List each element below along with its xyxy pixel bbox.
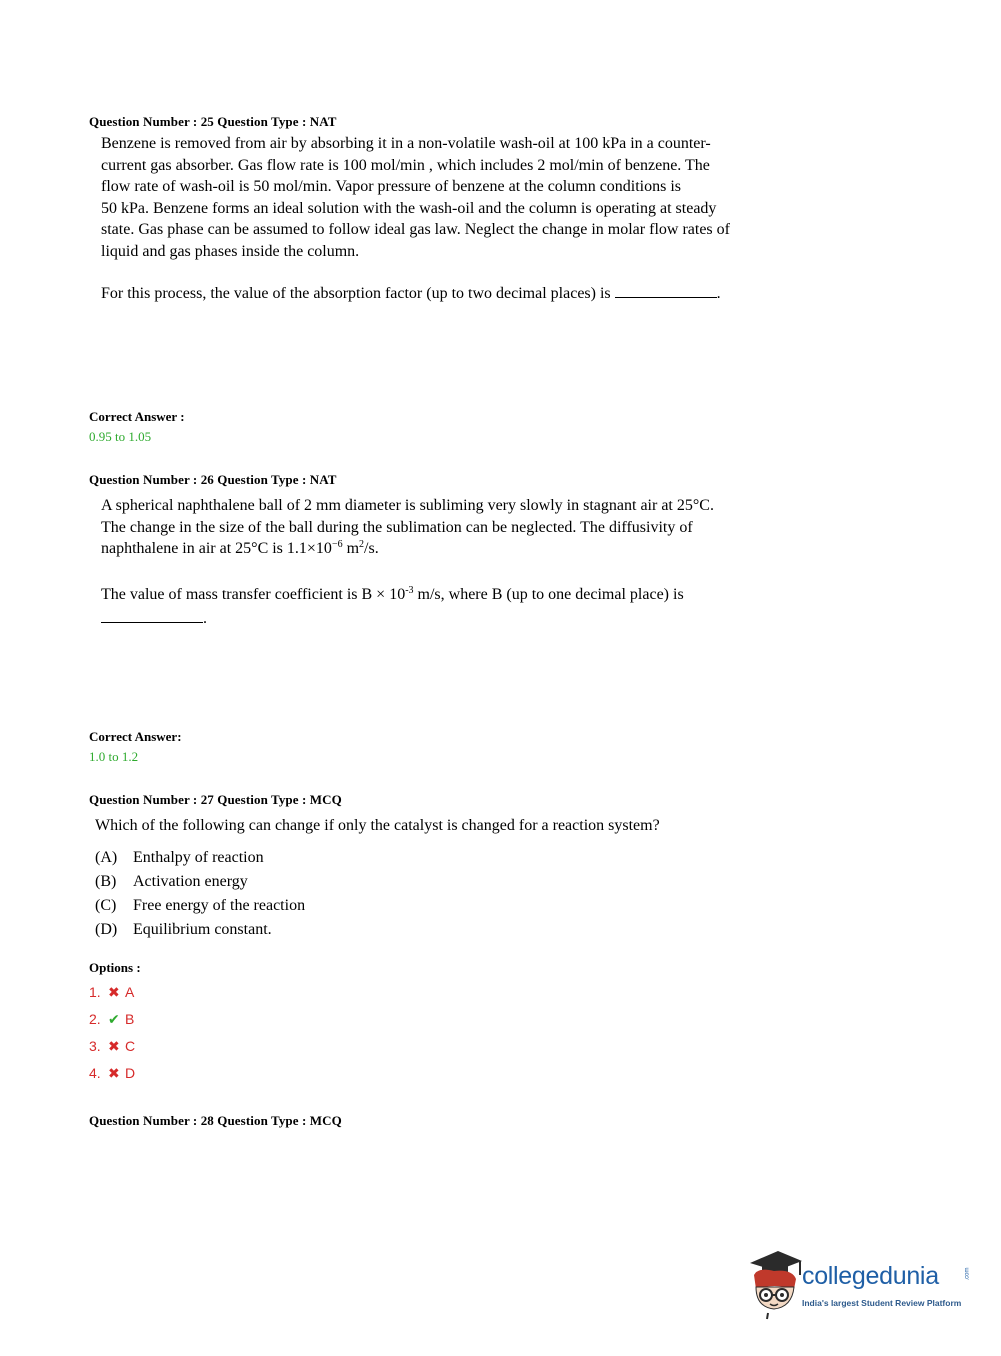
option-item: 2. ✔ B <box>89 1011 135 1027</box>
option-item: 4. ✖ D <box>89 1065 136 1081</box>
option-item: 3. ✖ C <box>89 1038 136 1054</box>
q25-line: flow rate of wash-oil is 50 mol/min. Vapor pressure of benzene at the column conditions is <box>101 178 682 195</box>
q27-options-label: Options : <box>89 960 141 975</box>
q27-choice: (B) Activation energy <box>95 873 248 890</box>
q26-line: naphthalene in air at 25°C is $1.1\times 10^{-6}$ $m^2/s$. <box>101 539 379 557</box>
q25-prompt: For this process, the value of the absorption factor (up to two decimal places) is . <box>101 285 721 302</box>
cross-icon: ✖ <box>108 1065 120 1081</box>
q28-header: Question Number : 28 Question Type : MCQ <box>89 1113 342 1128</box>
q25-header: Question Number : 25 Question Type : NAT <box>89 114 337 129</box>
q26-answer: 1.0 to 1.2 <box>89 749 139 764</box>
q26-header: Question Number : 26 Question Type : NAT <box>89 472 337 487</box>
q25-prompt-text: For this process, the value of the absorption factor (up to two decimal places) is <box>101 285 611 302</box>
q27-header: Question Number : 27 Question Type : MCQ <box>89 792 342 807</box>
q27-choice: (C) Free energy of the reaction <box>95 897 306 914</box>
q26-line: A spherical naphthalene ball of 2 mm diameter is subliming very slowly in stagnant air at 25°C. <box>101 497 714 514</box>
cross-icon: ✖ <box>108 984 120 1000</box>
logo-wordmark: collegedunia <box>802 1262 939 1290</box>
mascot-icon <box>744 1249 804 1321</box>
option-item: 1. ✖ A <box>89 984 135 1000</box>
logo-suffix: .com <box>964 1267 971 1281</box>
q25-line: 50 kPa. Benzene forms an ideal solution with the wash-oil and the column is operating at steady <box>101 199 717 217</box>
q25-answer: 0.95 to 1.05 <box>89 429 152 444</box>
q25-line: Benzene is removed from air by absorbing it in a non-volatile wash-oil at 100 kPa in a counter- <box>101 135 711 152</box>
cross-icon: ✖ <box>108 1038 120 1054</box>
logo-tagline: India's largest Student Review Platform <box>802 1298 962 1308</box>
q25-answer-label: Correct Answer : <box>89 409 185 424</box>
q27-choice: (D) Equilibrium constant. <box>95 921 272 938</box>
q25-question-text <box>101 133 841 262</box>
q25-line: current gas absorber. Gas flow rate is 100 mol/min , which includes 2 mol/min of benzene. The <box>101 156 710 174</box>
answer-blank <box>615 283 717 298</box>
answer-blank <box>101 608 203 623</box>
collegedunia-logo <box>744 1249 974 1321</box>
q26-answer-label: Correct Answer: <box>89 729 182 744</box>
q25-line: liquid and gas phases inside the column. <box>101 242 360 260</box>
q27-question-text: Which of the following can change if only the catalyst is changed for a reaction system? <box>95 817 660 834</box>
q26-question-text <box>101 495 841 560</box>
q25-line: state. Gas phase can be assumed to follow ideal gas law. Neglect the change in molar flow rates of <box>101 221 730 238</box>
q26-prompt: The value of mass transfer coefficient is $B \times 10^{-3}$ m/s, where B (up to one decimal place) is . <box>101 585 684 627</box>
q27-choice: (A) Enthalpy of reaction <box>95 849 264 866</box>
q26-line: The change in the size of the ball during the sublimation can be neglected. The diffusivity of <box>101 518 693 536</box>
check-icon: ✔ <box>108 1011 120 1027</box>
